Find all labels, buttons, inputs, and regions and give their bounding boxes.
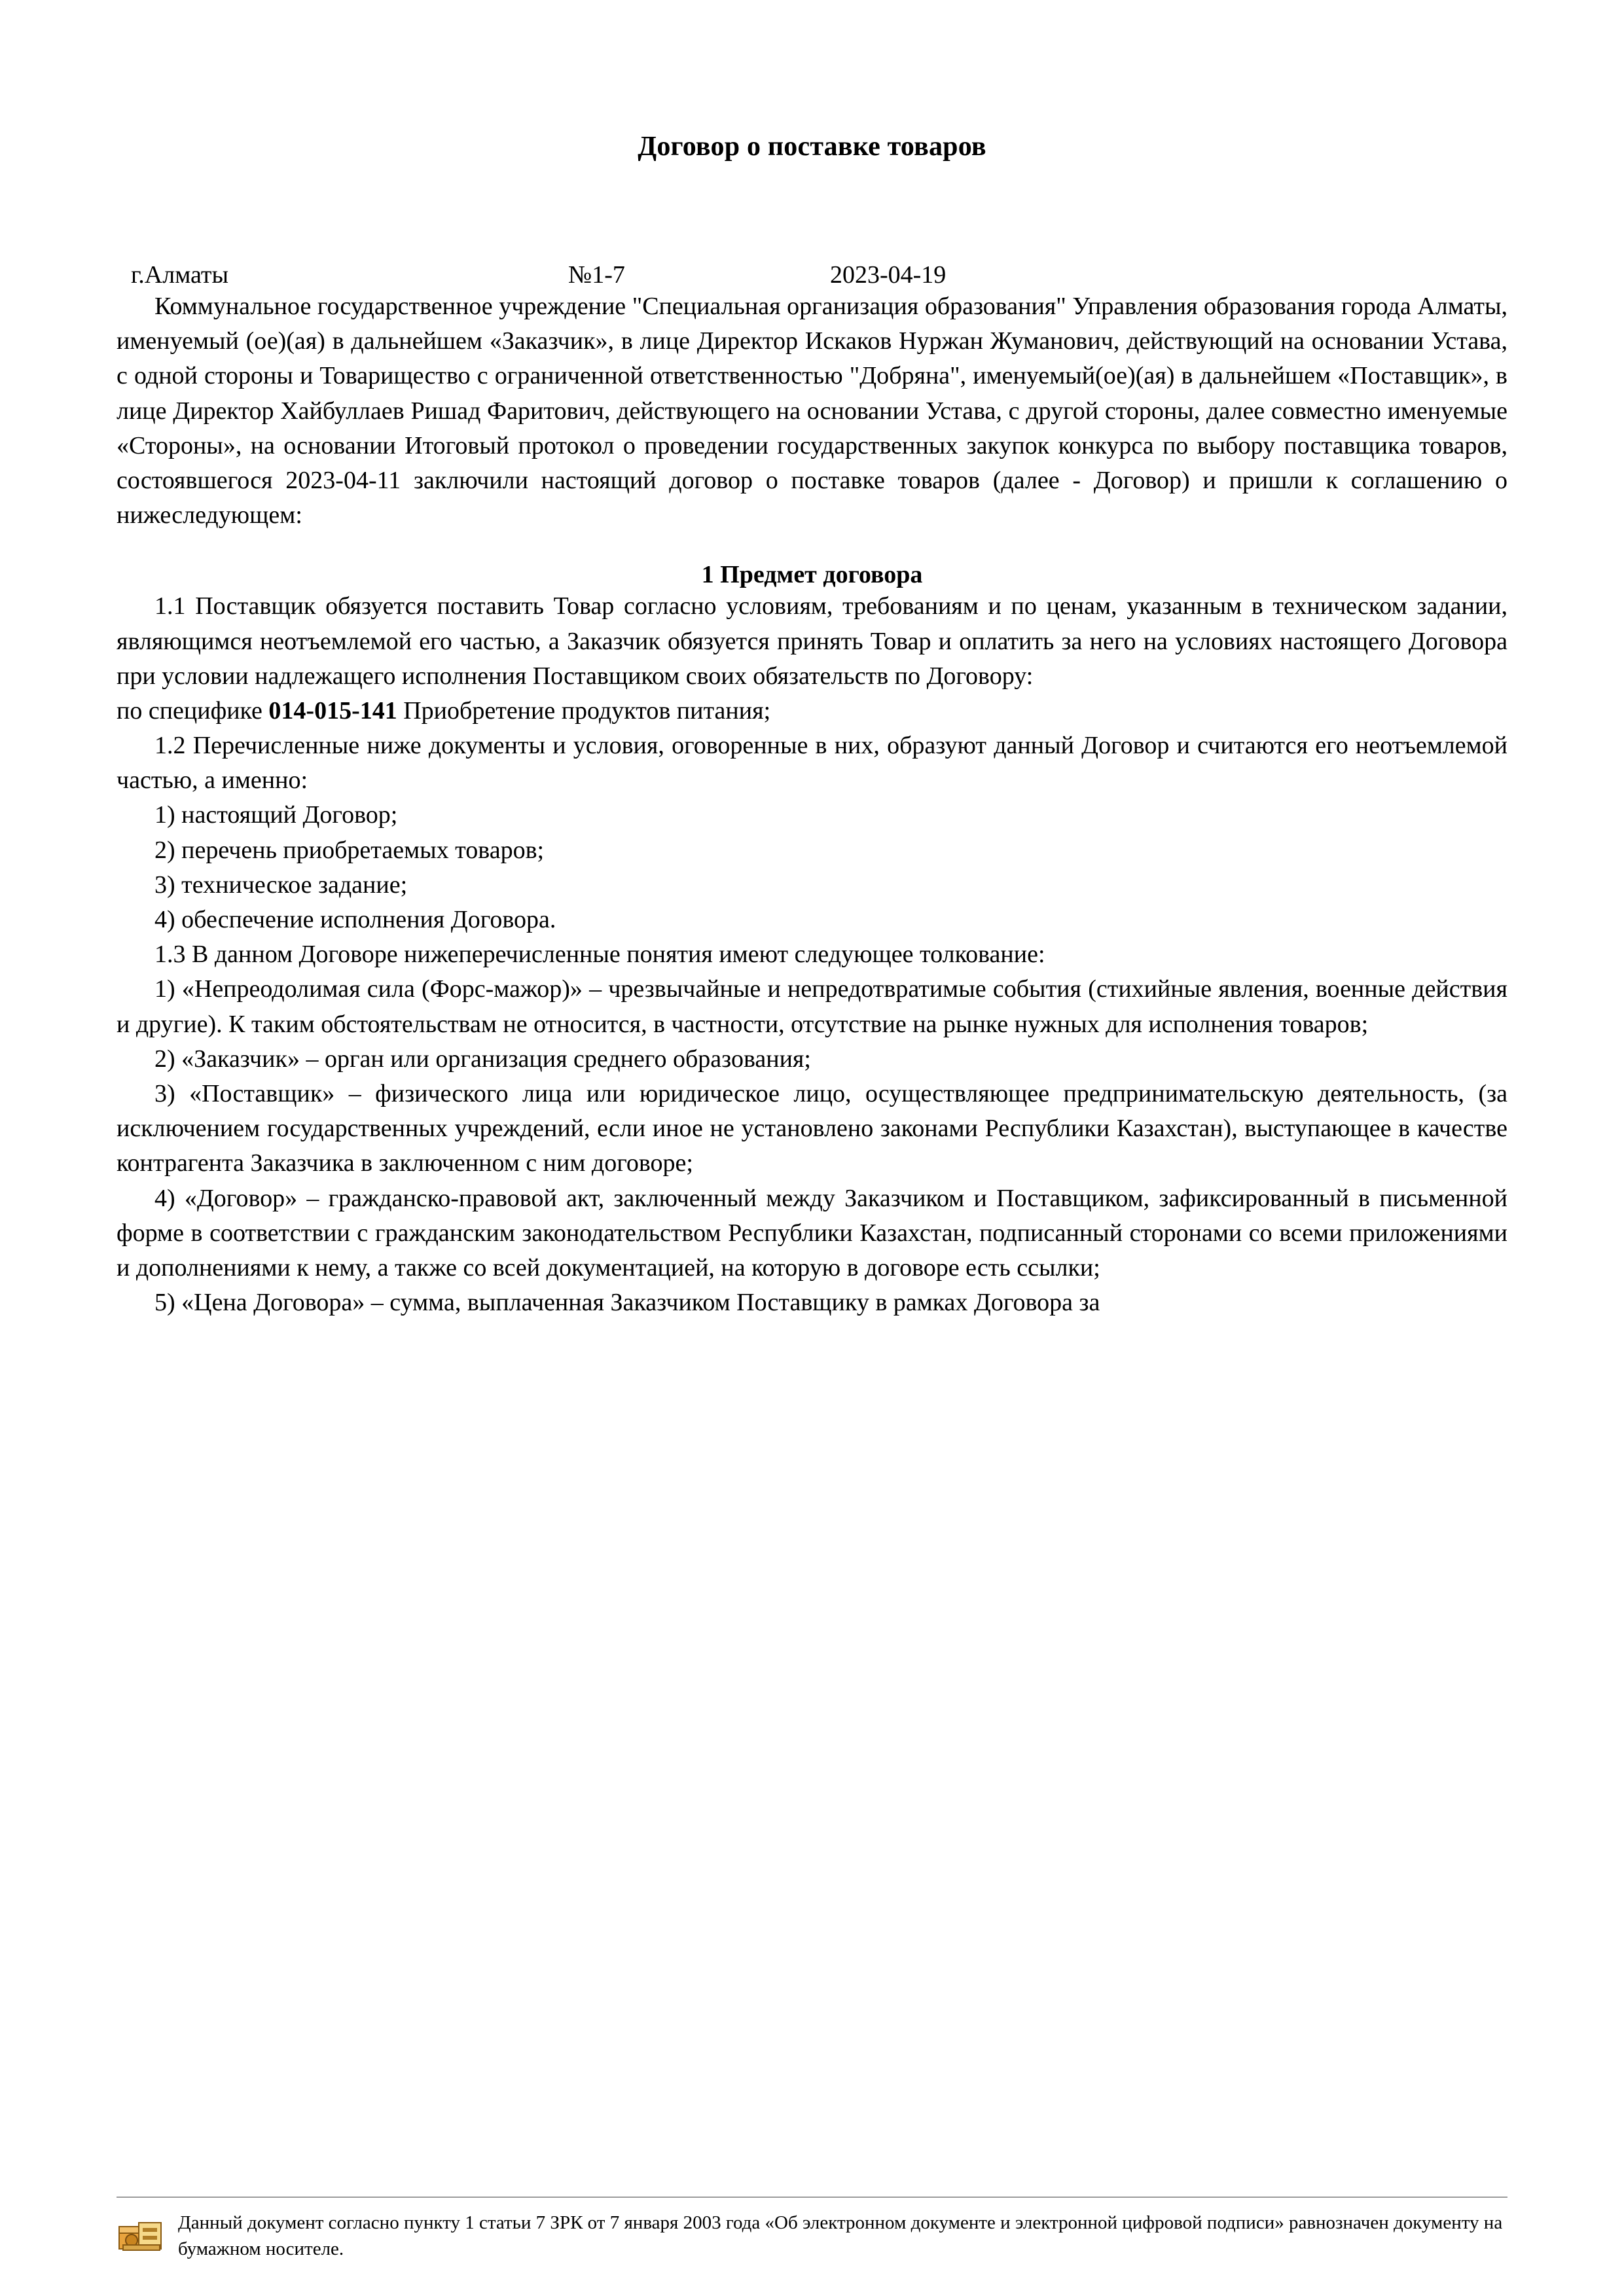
page-footer	[117, 2197, 1507, 2262]
definition-item: 5) «Цена Договора» – сумма, выплаченная Заказчиком Поставщику в рамках Договора за	[154, 1289, 1100, 1317]
spec-code: 014-015-141	[268, 696, 397, 725]
definition-item: 2) «Заказчик» – орган или организация среднего образования;	[154, 1045, 811, 1073]
footer-divider	[117, 2197, 1507, 2198]
clause-1-1-specification	[117, 694, 1507, 728]
meta-date: 2023-04-19	[830, 261, 947, 289]
preamble-paragraph: Коммунальное государственное учреждение "Специальная организация образования" Управления образования города Алматы, именуемый (ое)(ая) в дальнейшем «Заказчик», в лице Директор Искаков Нуржан Жуманович, действующий на основании Устава, с одной стороны и Товарищество с ограниченной ответственностью "Добряна", именуемый(ое)(ая) в дальнейшем «Поставщик», в лице Директор Хайбуллаев Ришад Фаритович, действующего на основании Устава, с другой стороны, далее совместно именуемые «Стороны», на основании Итоговый протокол о проведении государственных закупок конкурса по выбору поставщика товаров, состоявшегося 2023-04-11 заключили настоящий договор о поставке товаров (далее - Договор) и пришли к соглашению о нижеследующем:	[117, 293, 1507, 529]
list-item: 3) техническое задание;	[154, 870, 408, 899]
list-item: 4) обеспечение исполнения Договора.	[154, 906, 556, 933]
document-meta	[117, 260, 1507, 289]
seal-icon	[117, 2210, 165, 2258]
list-item: 1) настоящий Договор;	[154, 801, 398, 829]
section-heading-subject: 1 Предмет договора	[701, 561, 923, 589]
clause-1-3: 1.3 В данном Договоре нижеперечисленные понятия имеют следующее толкование:	[154, 941, 1045, 969]
footer-legal-text: Данный документ согласно пункту 1 статьи 7 ЗРК от 7 января 2003 года «Об электронном документе и электронной цифровой подписи» равнозначен документу на бумажном носителе.	[178, 2212, 1503, 2259]
page-title: Договор о поставке товаров	[638, 132, 986, 162]
meta-contract-number: №1-7	[568, 261, 625, 289]
spec-suffix: Приобретение продуктов питания;	[397, 696, 771, 725]
definition-item: 3) «Поставщик» – физического лица или юридическое лицо, осуществляющее предпринимательскую деятельность, (за исключением государственных учреждений, если иное не установлено законами Республики Казахстан), выступающее в качестве контрагента Заказчика в заключенном с ним договоре;	[117, 1079, 1507, 1177]
definition-item: 1) «Непреодолимая сила (Форс-мажор)» – чрезвычайные и непредотвратимые события (стихийные явления, военные действия и другие). К таким обстоятельствам не относится, в частности, отсутствие на рынке нужных для исполнения товаров;	[117, 975, 1507, 1038]
spec-prefix: по специфике	[117, 696, 269, 725]
clause-1-2: 1.2 Перечисленные ниже документы и условия, оговоренные в них, образуют данный Договор и считаются его неотъемлемой частью, а именно:	[117, 732, 1507, 795]
definition-item: 4) «Договор» – гражданско-правовой акт, заключенный между Заказчиком и Поставщиком, зафиксированный в письменной форме в соответствии с гражданским законодательством Республики Казахстан, подписанный сторонами со всеми приложениями и дополнениями к нему, а также со всей документацией, на которую в договоре есть ссылки;	[117, 1184, 1507, 1282]
clause-1-1: 1.1 Поставщик обязуется поставить Товар согласно условиям, требованиям и по ценам, указанным в техническом задании, являющимся неотъемлемой его частью, а Заказчик обязуется принять Товар и оплатить за него на условиях настоящего Договора при условии надлежащего исполнения Поставщиком своих обязательств по Договору:	[117, 592, 1507, 690]
meta-city: г.Алматы	[131, 261, 229, 289]
list-item: 2) перечень приобретаемых товаров;	[154, 836, 545, 864]
